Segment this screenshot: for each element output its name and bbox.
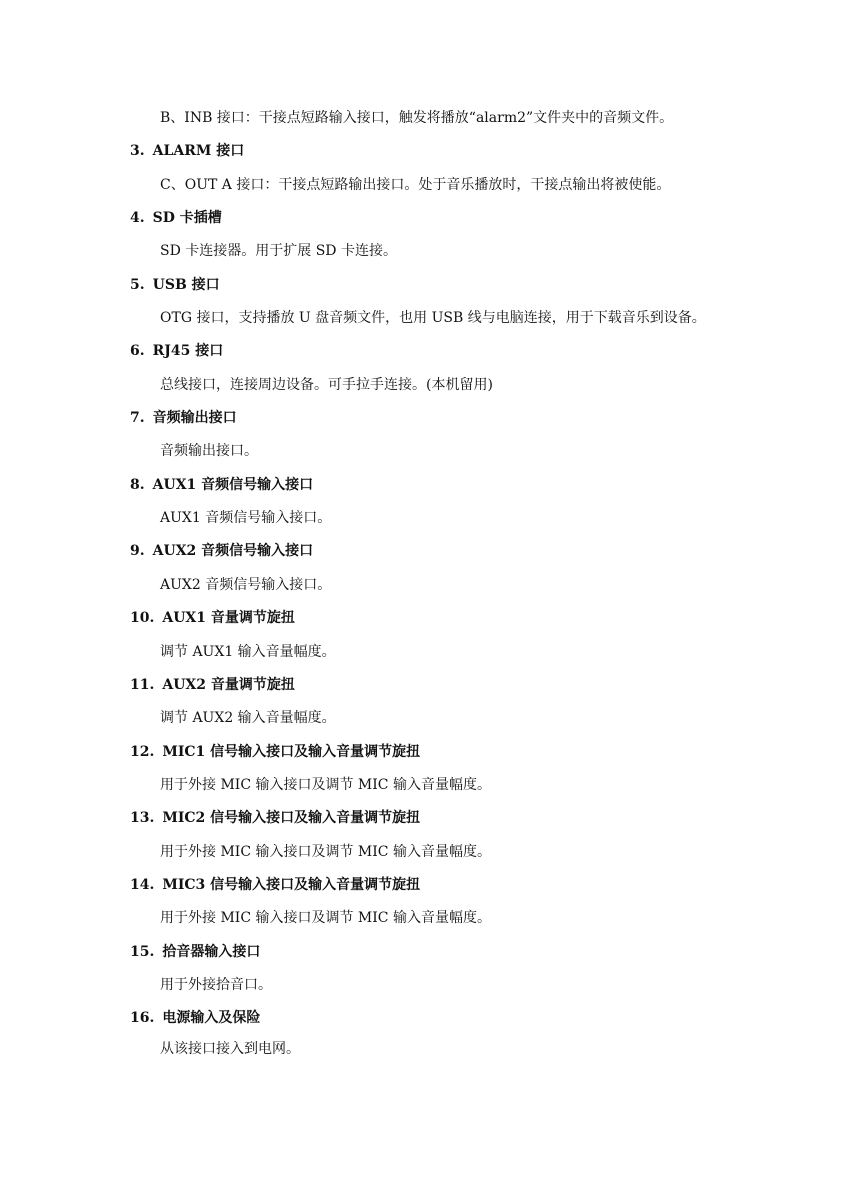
- section-description: 用于外接拾音口。: [160, 976, 272, 993]
- section-heading: [0, 202, 849, 235]
- section-number: 13.: [130, 810, 155, 827]
- section-number: 10.: [130, 610, 155, 627]
- section-number: 16.: [130, 1010, 155, 1027]
- section-description: C、OUT A 接口：干接点短路输出接口。处于音乐播放时，干接点输出将被使能。: [160, 176, 671, 193]
- section-description: SD 卡连接器。用于扩展 SD 卡连接。: [160, 243, 397, 260]
- section-title: MIC3 信号输入接口及输入音量调节旋扭: [162, 876, 421, 893]
- section-heading: [0, 535, 849, 568]
- section-title: AUX2 音量调节旋扭: [162, 676, 295, 693]
- section-heading: [0, 736, 849, 769]
- section-number: 9.: [130, 543, 145, 560]
- section-description: 从该接口接入到电网。: [160, 1040, 300, 1057]
- section-heading: [0, 802, 849, 835]
- section-number: 4.: [130, 210, 145, 227]
- section-description: 用于外接 MIC 输入接口及调节 MIC 输入音量幅度。: [160, 843, 491, 860]
- section-title: AUX1 音量调节旋扭: [162, 610, 295, 627]
- section-title: SD 卡插槽: [152, 210, 222, 227]
- section-number: 5.: [130, 276, 145, 293]
- section-number: 3.: [130, 143, 145, 160]
- section-heading: [0, 602, 849, 635]
- section-number: 14.: [130, 876, 155, 893]
- continued-paragraph: B、INB 接口：干接点短路输入接口，触发将播放“alarm2”文件夹中的音频文件。: [160, 110, 674, 126]
- section-description: AUX2 音频信号输入接口。: [160, 576, 332, 593]
- section-heading: [0, 936, 849, 969]
- section-title: MIC1 信号输入接口及输入音量调节旋扭: [162, 743, 421, 760]
- section-heading: [0, 135, 849, 168]
- section-heading: [0, 869, 849, 902]
- section-number: 12.: [130, 743, 155, 760]
- section-title: 音频输出接口: [152, 410, 237, 427]
- section-title: 电源输入及保险: [162, 1010, 261, 1027]
- section-description: 用于外接 MIC 输入接口及调节 MIC 输入音量幅度。: [160, 776, 491, 793]
- section-description: 音频输出接口。: [160, 443, 258, 460]
- section-title: MIC2 信号输入接口及输入音量调节旋扭: [162, 810, 421, 827]
- section-heading: [0, 269, 849, 302]
- section-description: 用于外接 MIC 输入接口及调节 MIC 输入音量幅度。: [160, 910, 491, 927]
- section-title: USB 接口: [152, 276, 220, 293]
- section-heading: [0, 669, 849, 702]
- section-description: OTG 接口，支持播放 U 盘音频文件，也用 USB 线与电脑连接，用于下载音乐到设备。: [160, 310, 706, 327]
- section-title: AUX1 音频信号输入接口: [152, 476, 314, 493]
- section-number: 11.: [130, 676, 155, 693]
- section-title: ALARM 接口: [152, 143, 245, 160]
- section-description: AUX1 音频信号输入接口。: [160, 510, 332, 527]
- section-heading: [0, 335, 849, 368]
- section-number: 7.: [130, 410, 145, 427]
- section-title: 拾音器输入接口: [162, 943, 261, 960]
- section-heading: [0, 402, 849, 435]
- section-description: 调节 AUX2 输入音量幅度。: [160, 710, 336, 727]
- section-description: 总线接口，连接周边设备。可手拉手连接。(本机留用): [160, 376, 493, 393]
- section-title: RJ45 接口: [152, 343, 224, 360]
- section-title: AUX2 音频信号输入接口: [152, 543, 314, 560]
- section-number: 15.: [130, 943, 155, 960]
- section-number: 8.: [130, 476, 145, 493]
- section-heading: [0, 1002, 849, 1035]
- document-page: [0, 102, 849, 1066]
- section-heading: [0, 469, 849, 502]
- section-description: 调节 AUX1 输入音量幅度。: [160, 643, 336, 660]
- section-number: 6.: [130, 343, 145, 360]
